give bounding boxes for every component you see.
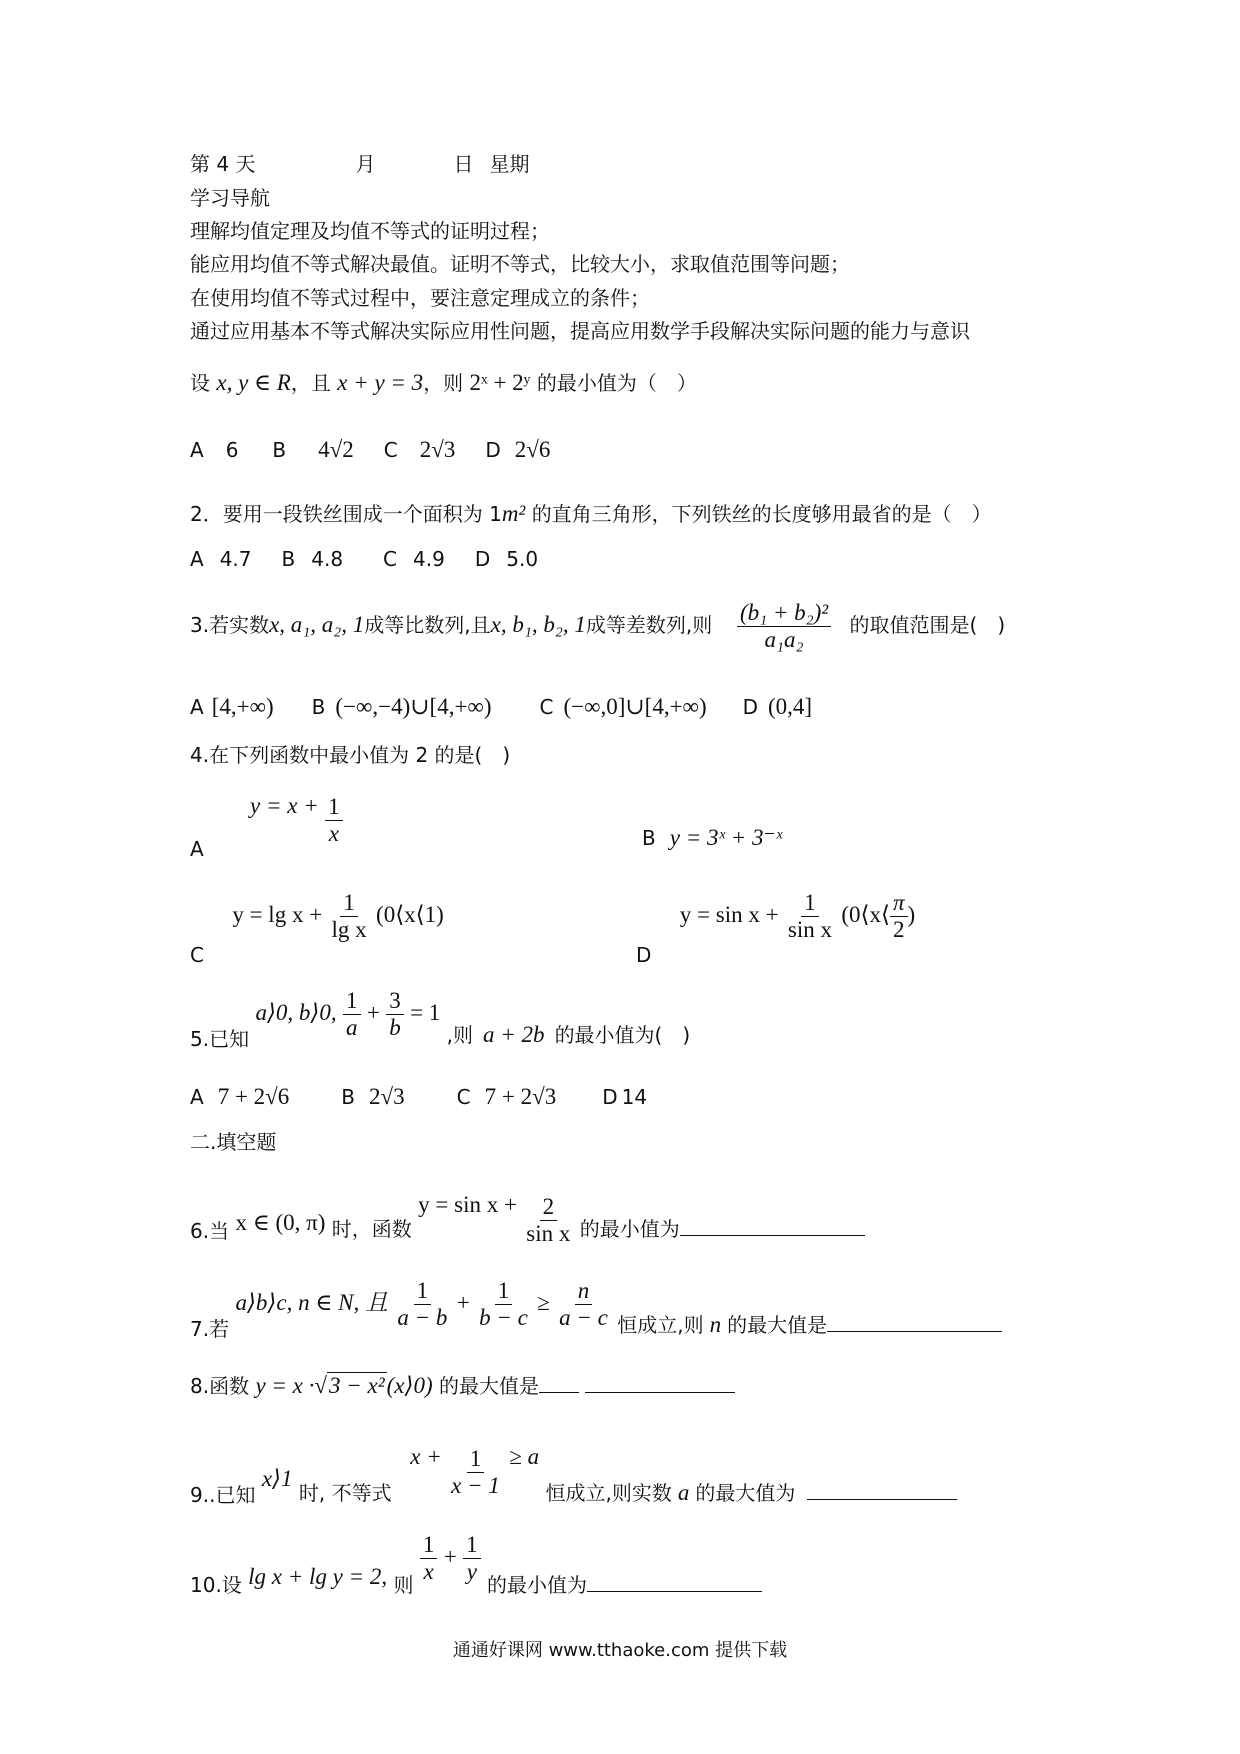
q3-seq1: x, a₁, a₂, 1 — [269, 612, 365, 637]
q9-answer-blank[interactable] — [807, 1479, 957, 1500]
weekday-label: 星期 — [489, 152, 530, 176]
q3-option-b: (−∞,−4)∪[4,+∞) — [335, 694, 492, 719]
q8-answer-blank-b[interactable] — [585, 1372, 735, 1393]
q10-answer-blank[interactable] — [587, 1571, 762, 1592]
date-label: 日 — [453, 152, 474, 176]
q3-options: A [4,+∞) B (−∞,−4)∪[4,+∞) C (−∞,0]∪[4,+∞) D (0,4] — [190, 694, 813, 719]
q4-option-c: C y = lg x + $\frac{1}{\text{lg x}}$ (0⟨x⟨1) — [190, 890, 444, 967]
q3-option-d: (0,4] — [768, 694, 813, 719]
footer-source: 通通好课网 www.tthaoke.com 提供下载 — [452, 1640, 788, 1661]
q1-option-c: 2√3 — [419, 437, 456, 462]
nav-item-1: 理解均值定理及均值不等式的证明过程； — [190, 219, 550, 243]
q6-answer-blank[interactable] — [680, 1215, 865, 1236]
q3-fraction: $\frac{\text{(b₁ + b₂)²}}{\text{a₁a₂}}$ — [737, 600, 831, 653]
q1-options: A 6 B 4√2 C 2√3 D 2√6 — [190, 437, 551, 462]
q1-option-d: 2√6 — [514, 437, 551, 462]
q2-options: A 4.7 B 4.8 C 4.9 D 5.0 — [190, 547, 539, 571]
question-6: 6.当 x ∈ (0, π) 时，函数 y = sin x + $\frac{2}{\text{sin x}}$ 的最小值为 — [190, 1180, 865, 1240]
date-header — [190, 152, 529, 176]
q1-expression: 2ˣ + 2ʸ — [469, 370, 531, 395]
q5-option-c: 7 + 2√3 — [484, 1084, 557, 1109]
q7-answer-blank[interactable] — [827, 1311, 1002, 1332]
question-3: 3.若实数x, a₁, a₂, 1成等比数列,且x, b₁, b₂, 1成等差数列,则 $\frac{\text{(b₁ + b₂)²}}{\text{a₁a₂}}$ 的取值范围是( ) — [190, 600, 1006, 652]
question-4: 4.在下列函数中最小值为 2 的是( ) — [190, 743, 511, 767]
nav-item-3: 在使用均值不等式过程中，要注意定理成立的条件； — [190, 286, 650, 310]
q5-option-d: 14 — [621, 1085, 648, 1109]
question-9: 9..已知 x⟩1 时, 不等式 x + $\frac{1}{x - 1}$ ≥ a 恒成立,则实数 a 的最大值为 — [190, 1432, 957, 1492]
day-label: 第 4 天 — [190, 152, 256, 176]
q1-option-b: 4√2 — [318, 437, 354, 462]
nav-item-4: 通过应用基本不等式解决实际应用性问题，提高应用数学手段解决实际问题的能力与意识 — [190, 319, 970, 343]
q2-option-a: 4.7 — [219, 547, 252, 571]
q5-options: A 7 + 2√6 B 2√3 C 7 + 2√3 D 14 — [190, 1084, 648, 1109]
q2-unit: m² — [501, 501, 526, 526]
q5-option-a: 7 + 2√6 — [217, 1084, 290, 1109]
question-8: 8.函数 y = x ·√3 − x²(x⟩0) 的最大值是 — [190, 1372, 735, 1398]
nav-item-2: 能应用均值不等式解决最值。证明不等式，比较大小，求取值范围等问题； — [190, 252, 850, 276]
question-5: 5.已知 a⟩0, b⟩0, $\frac{1}{a}$ + $\frac{3}{b}$ = 1 ,则 a + 2b 的最小值为( ) — [190, 988, 691, 1051]
q3-seq2: x, b₁, b₂, 1 — [490, 612, 586, 637]
q2-option-c: 4.9 — [413, 547, 445, 571]
q2-option-b: 4.8 — [311, 547, 344, 571]
question-2: 2．要用一段铁丝围成一个面积为 1m² 的直角三角形，下列铁丝的长度够用最省的是（ ） — [190, 501, 992, 526]
nav-title: 学习导航 — [190, 186, 270, 210]
q8-answer-blank-a[interactable] — [539, 1372, 579, 1393]
question-10: 10.设 lg x + lg y = 2, 则 $\frac{1}{x}$ + $\frac{1}{y}$ 的最小值为 — [190, 1532, 762, 1592]
q3-option-a: [4,+∞) — [211, 694, 274, 719]
q1-option-a: 6 — [225, 438, 239, 462]
q4-option-b: B y = 3ˣ + 3⁻ˣ — [642, 825, 783, 850]
q4-option-a: A y = x + $\frac{1}{x}$ — [190, 808, 343, 868]
q4-option-d: D y = sin x + $\frac{1}{\text{sin x}}$ (0⟨x⟨ $\frac{\pi}{2}$ ) — [636, 890, 916, 967]
q3-option-c: (−∞,0]∪[4,+∞) — [563, 694, 707, 719]
section-fill-blank: 二.填空题 — [190, 1130, 277, 1154]
month-label: 月 — [355, 152, 376, 176]
q1-condition: x + y = 3 — [337, 370, 424, 395]
question-7: 7.若 a⟩b⟩c, n ∈ N, 且 $\frac{1}{a - b}$ + $\frac{1}{b - c}$ ≥ $\frac{n}{a - c}$ 恒成立,则 n 的最大值是 — [190, 1278, 1002, 1338]
q5-option-b: 2√3 — [369, 1084, 405, 1109]
question-1: 设 x, y ∈ R，且 x + y = 3，则 2ˣ + 2ʸ 的最小值为（ ） — [190, 370, 697, 395]
q1-vars: x, y ∈ R — [216, 370, 291, 395]
q2-option-d: 5.0 — [506, 547, 539, 571]
